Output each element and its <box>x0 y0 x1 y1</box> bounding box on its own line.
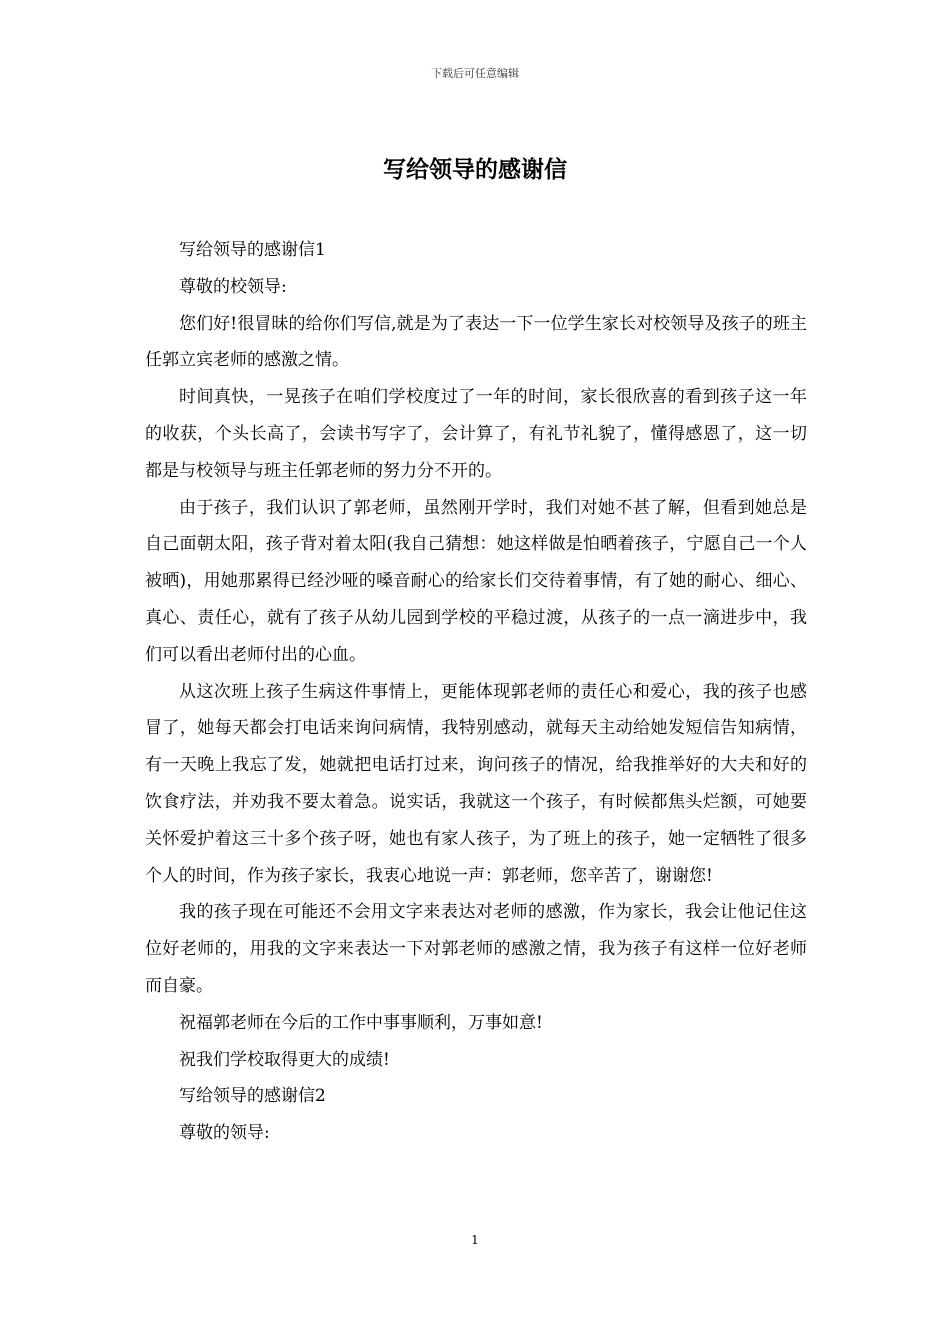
document-title: 写给领导的感谢信 <box>383 156 567 183</box>
body-paragraph: 您们好!很冒昧的给你们写信,就是为了表达一下一位学生家长对校领导及孩子的班主任郭立宾老师的感激之情。 <box>145 313 807 371</box>
header-note: 下载后可任意编辑 <box>431 67 519 80</box>
section-heading-1: 写给领导的感谢信1 <box>179 240 326 260</box>
body-paragraph: 从这次班上孩子生病这件事情上，更能体现郭老师的责任心和爱心，我的孩子也感冒了，她每天都会打电话来询问病情，我特别感动，就每天主动给她发短信告知病情，有一天晚上我忘了发，她就把电话打过来，询问孩子的情况，给我推举好的大夫和好的饮食疗法，并劝我不要太着急。说实话，我就这一个孩子，有时候都焦头烂额，可她要关怀爱护着这三十多个孩子呀，她也有家人孩子，为了班上的孩子，她一定牺牲了很多个人的时间，作为孩子家长，我衷心地说一声：郭老师，您辛苦了，谢谢您! <box>145 681 807 886</box>
body-paragraph: 时间真快，一晃孩子在咱们学校度过了一年的时间，家长很欣喜的看到孩子这一年的收获，个头长高了，会读书写字了，会计算了，有礼节礼貌了，懂得感恩了，这一切都是与校领导与班主任郭老师的努力分不开的。 <box>145 387 807 481</box>
page-number: 1 <box>471 1233 479 1247</box>
salutation-2: 尊敬的领导: <box>179 1123 270 1144</box>
document-body <box>145 232 807 1152</box>
closing-wish: 祝福郭老师在今后的工作中事事顺利，万事如意! <box>179 1012 543 1033</box>
salutation-1: 尊敬的校领导: <box>179 276 287 297</box>
closing-wish: 祝我们学校取得更大的成绩! <box>179 1049 390 1070</box>
body-paragraph: 由于孩子，我们认识了郭老师，虽然刚开学时，我们对她不甚了解，但看到她总是自己面朝太阳，孩子背对着太阳(我自己猜想：她这样做是怕晒着孩子，宁愿自己一个人被晒)，用她那累得已经沙哑的嗓音耐心的给家长们交待着事情，有了她的耐心、细心、真心、责任心，就有了孩子从幼儿园到学校的平稳过渡，从孩子的一点一滴进步中，我们可以看出老师付出的心血。 <box>145 497 807 665</box>
body-paragraph: 我的孩子现在可能还不会用文字来表达对老师的感激，作为家长，我会让他记住这位好老师的，用我的文字来表达一下对郭老师的感激之情，我为孩子有这样一位好老师而自豪。 <box>145 902 807 996</box>
section-heading-2: 写给领导的感谢信2 <box>179 1086 326 1107</box>
